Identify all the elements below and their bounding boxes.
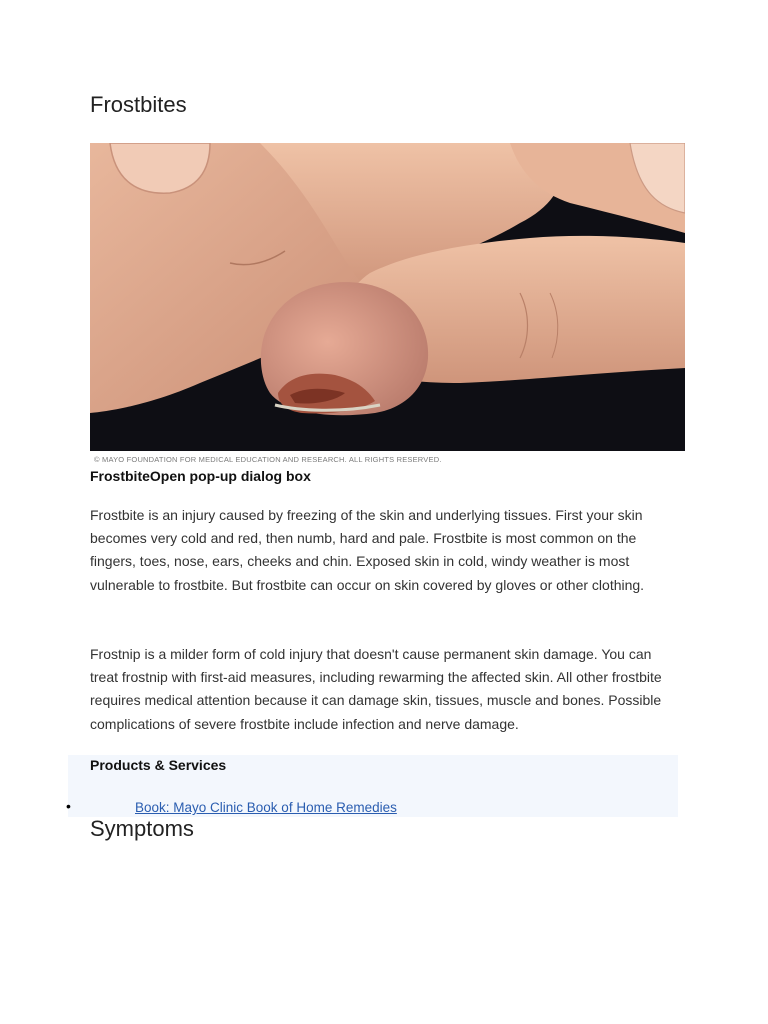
photo-credit-text: © MAYO FOUNDATION FOR MEDICAL EDUCATION AND RESEARCH. ALL RIGHTS RESERVED.: [94, 455, 442, 464]
frostbite-photo[interactable]: [90, 143, 685, 451]
products-heading: Products & Services: [90, 757, 227, 773]
article-paragraph-1: Frostbite is an injury caused by freezing of the skin and underlying tissues. First your skin becomes very cold and red, then numb, hard and pale. Frostbite is most common on the fingers, toes, nose, ears, cheeks and chin. Exposed skin in cold, windy weather is most vulnerable to frostbite. But frostbite can occur on skin covered by gloves or other clothing.: [90, 507, 645, 593]
product-link-home-remedies[interactable]: Book: Mayo Clinic Book of Home Remedies: [135, 800, 397, 815]
article-paragraph-2: Frostnip is a milder form of cold injury that doesn't cause permanent skin damage. You can treat frostnip with first-aid measures, including rewarming the affected skin. All other frostbite requires medical attention because it can damage skin, tissues, muscle and bones. Possible complications of severe frostbite include infection and nerve damage.: [90, 646, 662, 732]
section-title-symptoms: Symptoms: [90, 816, 194, 841]
photo-credit: [90, 451, 685, 465]
photo-caption[interactable]: FrostbiteOpen pop-up dialog box: [90, 468, 311, 484]
list-bullet: •: [66, 798, 71, 814]
page-title: Frostbites: [90, 92, 187, 117]
frostbite-photo-illustration: [90, 143, 685, 451]
